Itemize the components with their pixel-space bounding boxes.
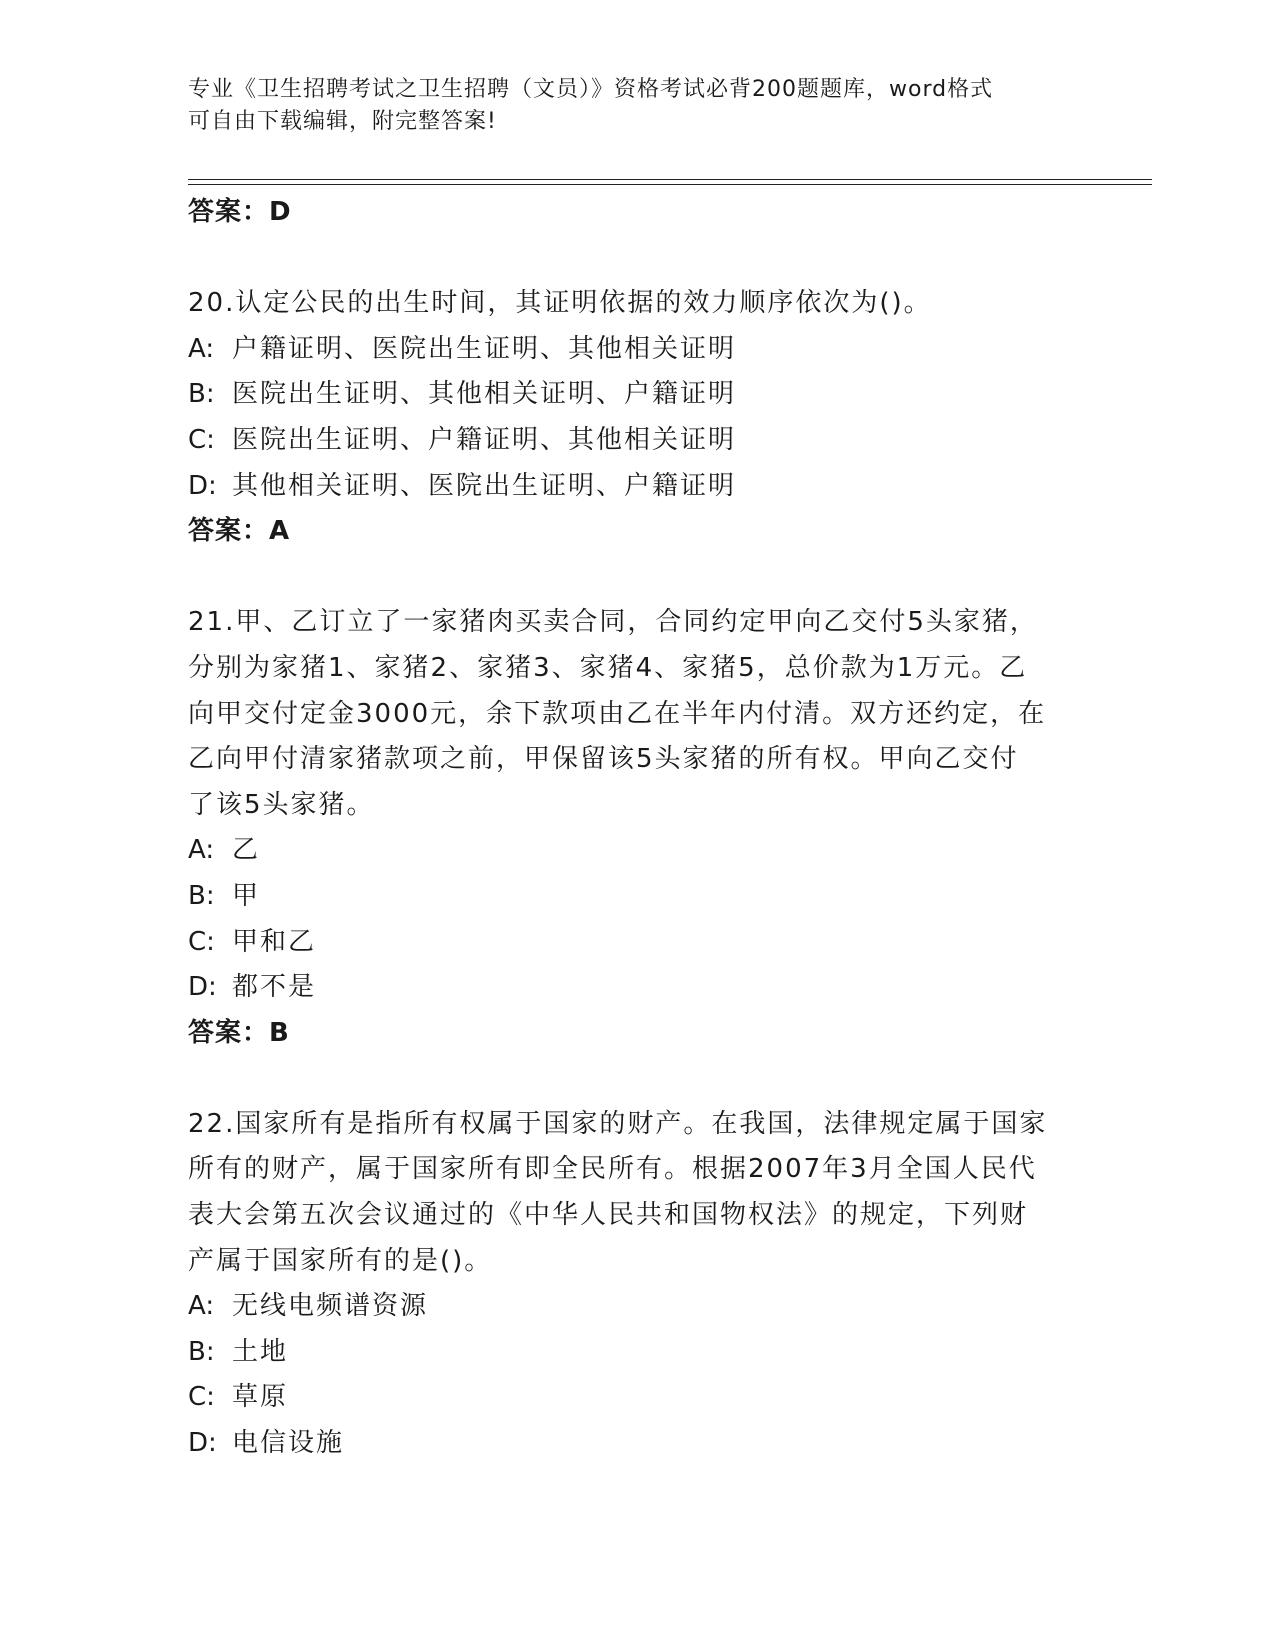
option-text: 户籍证明、医院出生证明、其他相关证明 <box>232 333 737 364</box>
option-text: 甲和乙 <box>232 926 317 957</box>
option-d <box>188 965 1088 1011</box>
option-text: 电信设施 <box>232 1428 345 1459</box>
option-text: 其他相关证明、医院出生证明、户籍证明 <box>232 470 737 501</box>
answer: 答案：B <box>188 1017 290 1048</box>
question-22 <box>188 1102 1088 1467</box>
question-stem-line: 了该5头家猪。 <box>188 789 375 820</box>
question-21 <box>188 600 1088 1056</box>
option-c <box>188 920 1088 966</box>
question-stem-line: 分别为家猪1、家猪2、家猪3、家猪4、家猪5，总价款为1万元。乙 <box>188 652 1028 683</box>
question-stem-line: 20.认定公民的出生时间，其证明依据的效力顺序依次为()。 <box>188 288 932 319</box>
option-label: A: <box>188 333 215 364</box>
option-label: A: <box>188 1291 215 1322</box>
option-a <box>188 1284 1088 1330</box>
option-text: 甲 <box>232 880 261 911</box>
question-stem-line: 乙向甲付清家猪款项之前，甲保留该5头家猪的所有权。甲向乙交付 <box>188 744 1019 775</box>
option-label: A: <box>188 835 215 866</box>
option-b <box>188 372 1088 418</box>
option-b <box>188 1330 1088 1376</box>
question-stem-line: 21.甲、乙订立了一家猪肉买卖合同，合同约定甲向乙交付5头家猪， <box>188 607 1038 638</box>
option-d <box>188 1421 1088 1467</box>
document-header <box>188 74 1068 138</box>
spacer <box>188 236 1088 282</box>
header-divider-top <box>188 179 1152 180</box>
answer: 答案：A <box>188 516 291 547</box>
option-text: 医院出生证明、其他相关证明、户籍证明 <box>232 379 737 410</box>
option-label: C: <box>188 1382 215 1413</box>
option-a <box>188 327 1088 373</box>
header-divider-bottom <box>188 184 1152 185</box>
header-line-1: 专业《卫生招聘考试之卫生招聘（文员）》资格考试必背200题题库，word格式 <box>188 77 994 102</box>
option-label: D: <box>188 470 217 501</box>
option-label: D: <box>188 1428 217 1459</box>
question-stem-line: 表大会第五次会议通过的《中华人民共和国物权法》的规定，下列财 <box>188 1200 1029 1231</box>
option-text: 草原 <box>232 1382 289 1413</box>
option-label: B: <box>188 379 215 410</box>
option-text: 医院出生证明、户籍证明、其他相关证明 <box>232 424 737 455</box>
option-d <box>188 464 1088 510</box>
option-label: C: <box>188 926 215 957</box>
spacer <box>188 555 1088 601</box>
question-stem-line: 产属于国家所有的是()。 <box>188 1245 493 1276</box>
option-text: 乙 <box>232 835 261 866</box>
option-label: B: <box>188 1336 215 1367</box>
header-line-2: 可自由下载编辑，附完整答案! <box>188 109 497 134</box>
spacer <box>188 1056 1088 1102</box>
question-stem-line: 所有的财产，属于国家所有即全民所有。根据2007年3月全国人民代 <box>188 1154 1037 1185</box>
question-list <box>188 190 1088 1467</box>
option-text: 无线电频谱资源 <box>232 1291 429 1322</box>
option-label: D: <box>188 972 217 1003</box>
option-text: 土地 <box>232 1336 289 1367</box>
option-c <box>188 418 1088 464</box>
question-stem-line: 向甲交付定金3000元，余下款项由乙在半年内付清。双方还约定，在 <box>188 698 1047 729</box>
question-stem-line: 22.国家所有是指所有权属于国家的财产。在我国，法律规定属于国家 <box>188 1108 1048 1139</box>
question-20 <box>188 281 1088 555</box>
option-c <box>188 1375 1088 1421</box>
previous-answer: 答案：D <box>188 197 292 227</box>
option-text: 都不是 <box>232 972 317 1003</box>
option-label: B: <box>188 880 215 911</box>
option-b <box>188 874 1088 920</box>
option-label: C: <box>188 424 215 455</box>
option-a <box>188 828 1088 874</box>
